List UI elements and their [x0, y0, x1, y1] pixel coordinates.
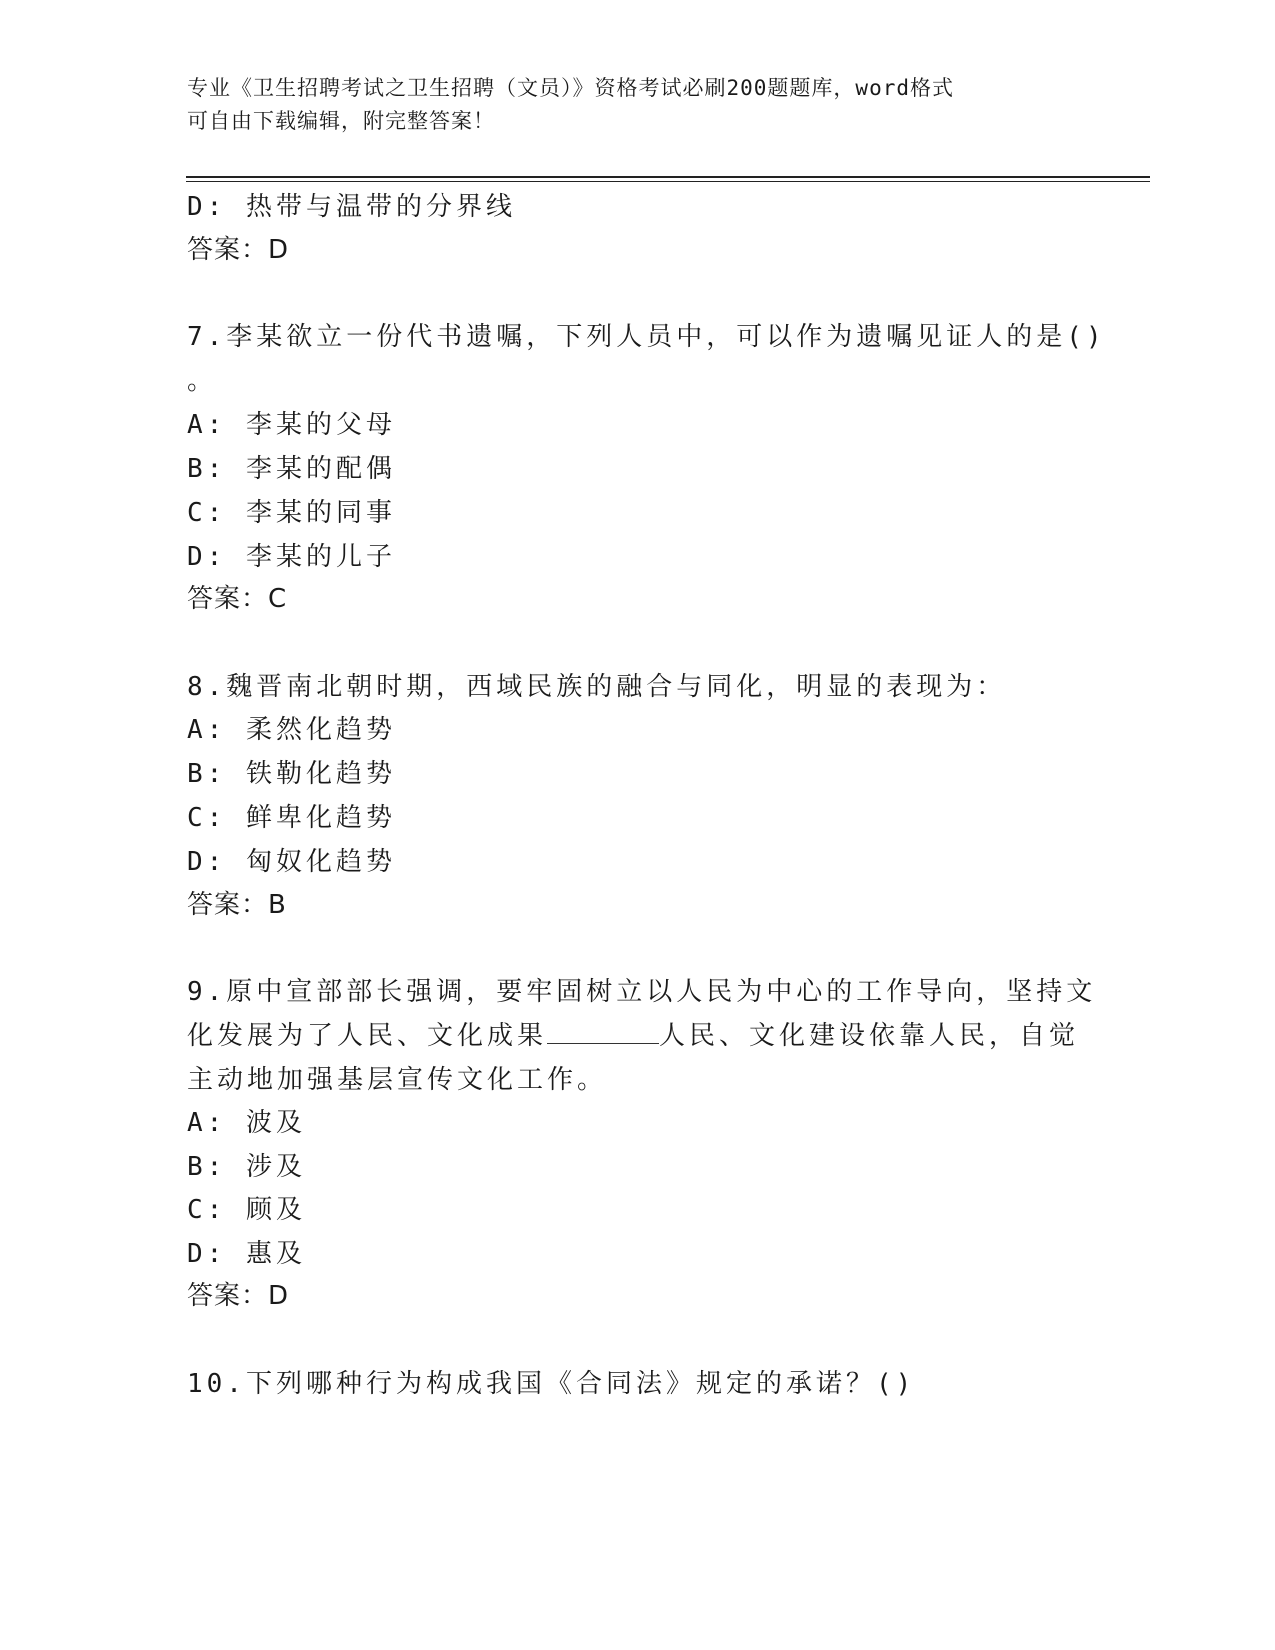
q9-stem-line-2-after: 人民、文化建设依靠人民，自觉	[659, 1021, 1080, 1051]
q9-option-c: C: 顾及	[187, 1195, 306, 1225]
q7-option-a: A: 李某的父母	[187, 410, 396, 440]
q8-option-a: A: 柔然化趋势	[187, 715, 396, 745]
q6-option-d: D: 热带与温带的分界线	[187, 192, 516, 222]
fill-in-blank	[547, 1019, 659, 1044]
q7-option-b: B: 李某的配偶	[187, 454, 396, 484]
q8-stem: 8.魏晋南北朝时期，西域民族的融合与同化，明显的表现为：	[187, 672, 1007, 702]
header-divider-thick	[186, 176, 1150, 178]
q7-option-d: D: 李某的儿子	[187, 542, 396, 572]
q9-stem-line-1: 9.原中宣部部长强调，要牢固树立以人民为中心的工作导向，坚持文	[187, 977, 1097, 1007]
q8-option-d: D: 匈奴化趋势	[187, 847, 396, 877]
q9-stem-line-2-before: 化发展为了人民、文化成果	[187, 1021, 548, 1051]
q7-answer: 答案：C	[187, 584, 288, 614]
header-divider-thin	[186, 181, 1150, 182]
header-line-1: 专业《卫生招聘考试之卫生招聘（文员）》资格考试必刷200题题库，word格式	[187, 76, 954, 100]
q8-option-c: C: 鲜卑化趋势	[187, 803, 396, 833]
q6-answer: 答案：D	[187, 235, 290, 265]
q9-option-b: B: 涉及	[187, 1152, 306, 1182]
q9-stem-line-3: 主动地加强基层宣传文化工作。	[187, 1065, 608, 1095]
q7-stem-line-1: 7.李某欲立一份代书遗嘱，下列人员中，可以作为遗嘱见证人的是()	[187, 322, 1106, 352]
q7-stem-line-2: 。	[187, 366, 218, 396]
q10-stem: 10.下列哪种行为构成我国《合同法》规定的承诺？()	[187, 1369, 916, 1399]
q8-option-b: B: 铁勒化趋势	[187, 759, 396, 789]
document-header	[187, 72, 1067, 138]
q9-answer: 答案：D	[187, 1281, 290, 1311]
q9-option-d: D: 惠及	[187, 1239, 306, 1269]
q9-option-a: A: 波及	[187, 1108, 306, 1138]
q8-answer: 答案：B	[187, 890, 287, 920]
q9-stem-line-2	[187, 1019, 1079, 1053]
header-line-2: 可自由下载编辑，附完整答案！	[187, 109, 495, 133]
q7-option-c: C: 李某的同事	[187, 498, 396, 528]
